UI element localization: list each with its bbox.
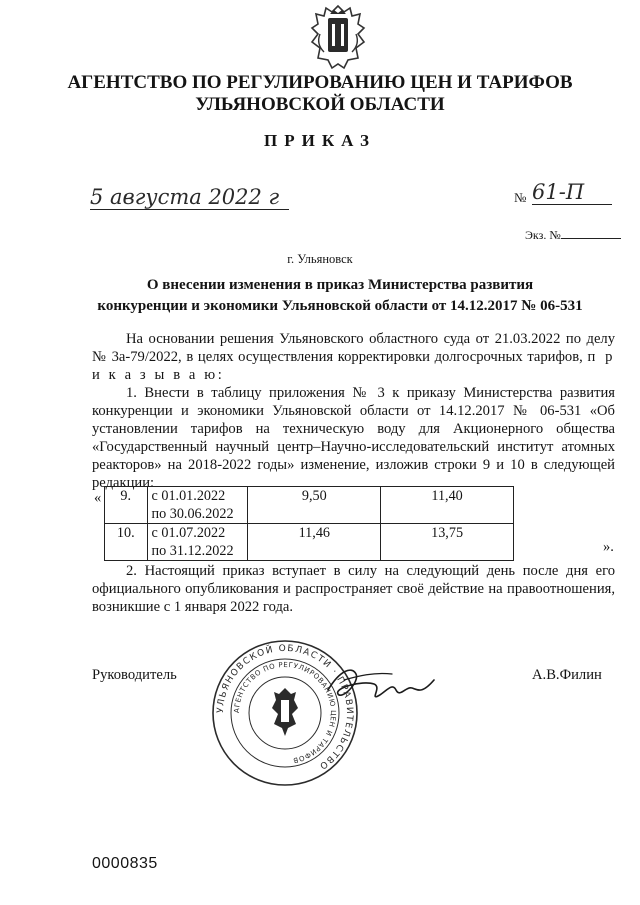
- order-subject: [80, 275, 600, 317]
- document-code: 0000835: [92, 855, 158, 872]
- order-body-bottom: [92, 562, 615, 616]
- period-from: с 01.07.2022: [151, 525, 226, 541]
- period-to: по 30.06.2022: [151, 506, 234, 522]
- paragraph-grounds-text: На основании решения Ульяновского областного суда от 21.03.2022 по делу № 3а-79/2022, в целях осуществления корректировки долгосрочных тарифов,: [92, 331, 615, 365]
- tariff-value-2-cell: 13,75: [381, 524, 514, 561]
- subject-line2: конкуренции и экономики Ульяновской области от 14.12.2017 № 06-531: [97, 298, 583, 314]
- table-row: [105, 524, 514, 561]
- period-to: по 31.12.2022: [151, 543, 234, 559]
- stamp-outer-text: УЛЬЯНОВСКОЙ ОБЛАСТИ · ПРАВИТЕЛЬСТВО: [215, 643, 355, 772]
- table-quote-open: «: [94, 490, 102, 506]
- period-cell: [147, 524, 248, 561]
- handwritten-number: 61-П: [532, 180, 612, 205]
- tariff-table-wrapper: [92, 486, 602, 561]
- table-row: [105, 487, 514, 524]
- coat-of-arms-emblem: [306, 4, 370, 70]
- table-quote-close: ».: [603, 539, 614, 555]
- agency-name-line1: АГЕНТСТВО ПО РЕГУЛИРОВАНИЮ ЦЕН И ТАРИФОВ: [67, 72, 573, 93]
- tariff-table: [104, 486, 514, 561]
- stamp-inner-text: АГЕНТСТВО ПО РЕГУЛИРОВАНИЮ ЦЕН И ТАРИФОВ: [232, 660, 338, 765]
- tariff-value-2-cell: 11,40: [381, 487, 514, 524]
- tariff-value-1-cell: 11,46: [248, 524, 381, 561]
- signer-position: Руководитель: [92, 667, 177, 683]
- document-title: ПРИКАЗ: [264, 131, 376, 150]
- agency-name-line2: УЛЬЯНОВСКОЙ ОБЛАСТИ: [195, 94, 445, 115]
- number-label: №: [514, 190, 527, 205]
- signer-name: А.В.Филин: [532, 667, 602, 683]
- paragraph-item-2: 2. Настоящий приказ вступает в силу на следующий день после дня его официального опубликования и распространяет своё действие на правоотношения, возникшие с 1 января 2022 года.: [92, 563, 615, 615]
- copy-number: [525, 226, 621, 243]
- row-number-cell: 10.: [105, 524, 148, 561]
- paragraph-item-1: 1. Внести в таблицу приложения № 3 к приказу Министерства развития конкуренции и экономики Ульяновской области от 14.12.2017 № 06-531 «Об установлении тарифов на техническую воду для Акционерного общества «Государственный научный центр–Научно-исследовательский институт атомных реакторов» на 2018-2022 годы» изменение, изложив строки 9 и 10 в следующей редакции:: [92, 385, 615, 491]
- ordering-phrase: п р и к а з ы в а ю:: [92, 349, 616, 383]
- row-number-cell: 9.: [105, 487, 148, 524]
- period-cell: [147, 487, 248, 524]
- paragraph-grounds: [92, 330, 615, 384]
- order-body-top: [92, 330, 615, 492]
- handwritten-signature: [322, 660, 440, 708]
- city: г. Ульяновск: [287, 252, 353, 266]
- tariff-value-1-cell: 9,50: [248, 487, 381, 524]
- copy-number-blank: [561, 226, 621, 239]
- period-from: с 01.01.2022: [151, 488, 226, 504]
- subject-line1: О внесении изменения в приказ Министерства развития: [146, 277, 534, 293]
- handwritten-date: 5 августа 2022 г: [90, 185, 289, 210]
- copy-number-label: Экз. №: [525, 228, 561, 242]
